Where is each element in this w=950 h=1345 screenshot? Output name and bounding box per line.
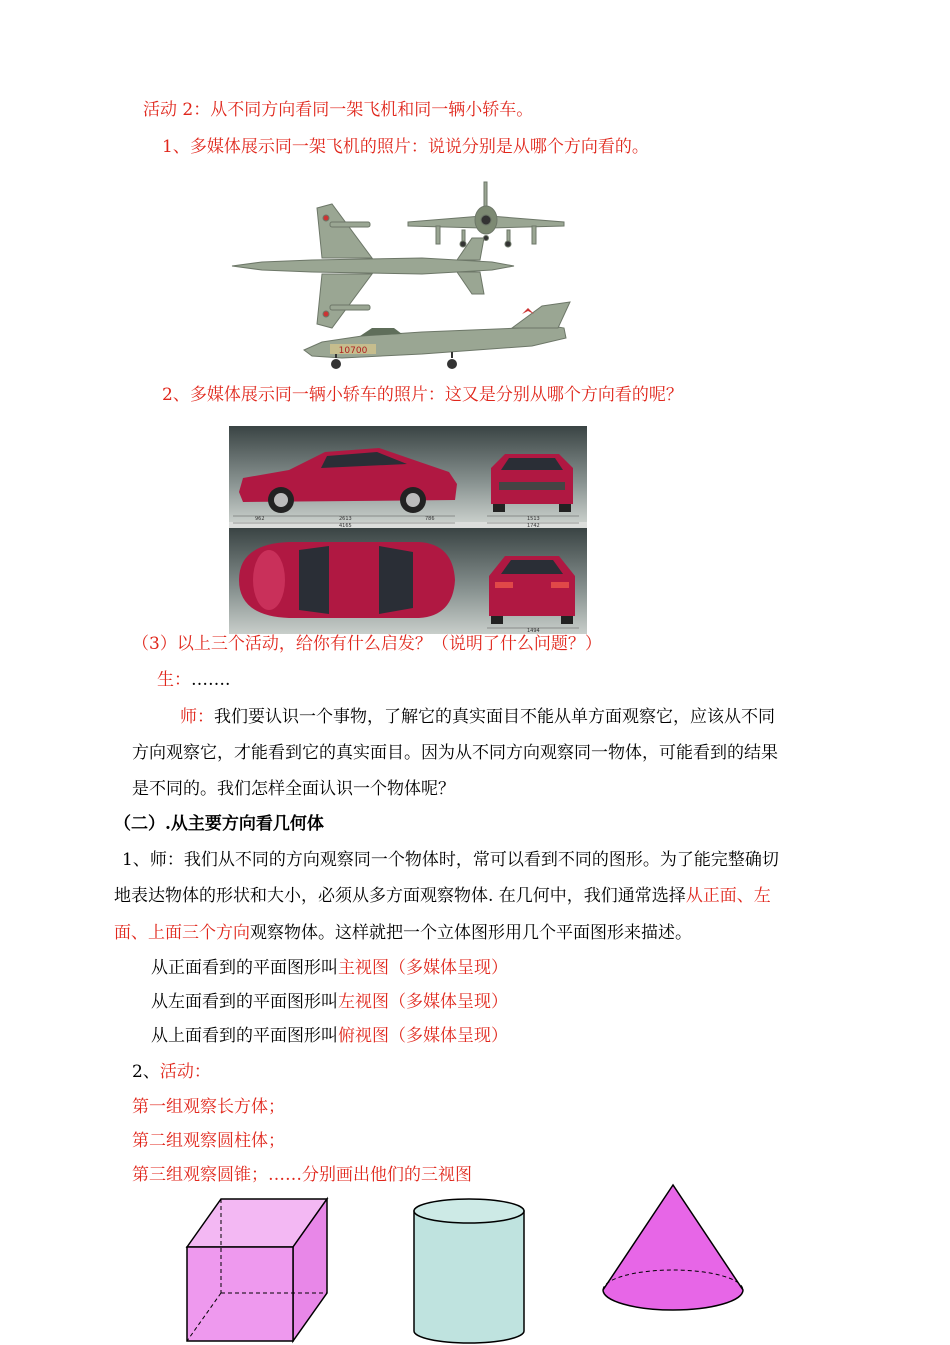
group3-b: ……分别画出他们的三视图 xyxy=(268,1165,472,1185)
car-dim-1742: 1742 xyxy=(527,523,540,529)
teacher-text-1: 我们要认识一个事物，了解它的真实面目不能从单方面观察它，应该从不同 xyxy=(214,707,775,727)
view-top-a: 从上面看到的平面图形叫 xyxy=(151,1026,338,1046)
section2-p1-line2 xyxy=(114,885,771,907)
section2-p1-line2-b: 从正面、左 xyxy=(685,886,771,906)
section2-p1-line3 xyxy=(114,922,692,944)
car-figure xyxy=(229,426,587,634)
car-dim-1494: 1494 xyxy=(527,628,540,634)
activity-num: 2、 xyxy=(132,1062,160,1082)
teacher-prefix: 师： xyxy=(180,707,214,727)
view-left-a: 从左面看到的平面图形叫 xyxy=(151,992,338,1012)
group1: 第一组观察长方体； xyxy=(132,1097,285,1117)
car-dim-1513: 1513 xyxy=(527,516,540,522)
airplane-front-view xyxy=(408,182,564,247)
view-left-line xyxy=(151,991,508,1013)
cuboid-figure xyxy=(185,1195,330,1345)
section2-p1-line3-a: 面、上面三个方向 xyxy=(114,923,250,943)
student-prefix: 生： xyxy=(157,670,191,690)
view-left-b: 左视图（多媒体呈现） xyxy=(338,992,508,1012)
view-top-line xyxy=(151,1025,508,1047)
view-front-line xyxy=(151,957,508,979)
group3-a: 第三组观察圆锥； xyxy=(132,1165,268,1185)
view-front-b: 主视图（多媒体呈现） xyxy=(338,958,508,978)
plane-tail-number: 10700 xyxy=(338,346,368,356)
section2-p1-line3-b: 观察物体。这样就把一个立体图形用几个平面图形来描述。 xyxy=(250,923,692,943)
cone-body xyxy=(603,1185,743,1310)
car-top-view xyxy=(239,542,455,618)
view-front-a: 从正面看到的平面图形叫 xyxy=(151,958,338,978)
car-front-view xyxy=(491,454,573,512)
section2-p1-line1: 1、师：我们从不同的方向观察同一个物体时，常可以看到不同的图形。为了能完整确切 xyxy=(122,850,779,870)
section2-p1-line2-a: 地表达物体的形状和大小，必须从多方面观察物体. 在几何中，我们通常选择 xyxy=(114,886,686,906)
car-dim-962: 962 xyxy=(255,516,265,522)
activity2-item2: 2、多媒体展示同一辆小轿车的照片：这又是分别从哪个方向看的呢？ xyxy=(162,385,683,405)
view-top-b: 俯视图（多媒体呈现） xyxy=(338,1026,508,1046)
airplane-figure xyxy=(222,178,582,378)
teacher-text-3: 是不同的。我们怎样全面认识一个物体呢？ xyxy=(132,779,455,799)
group3 xyxy=(132,1164,472,1186)
activity-label: 活动： xyxy=(159,1062,211,1082)
student-text: ……. xyxy=(191,670,231,690)
cylinder-body xyxy=(414,1211,524,1343)
car-dim-786: 786 xyxy=(425,516,435,522)
activity2-title: 活动 2：从不同方向看同一架飞机和同一辆小轿车。 xyxy=(143,100,534,120)
cuboid-front-face xyxy=(187,1247,293,1341)
activity-line xyxy=(132,1061,211,1083)
teacher-line-1 xyxy=(180,706,775,728)
section2-heading: （二）.从主要方向看几何体 xyxy=(114,814,324,834)
activity2-item1: 1、多媒体展示同一架飞机的照片：说说分别是从哪个方向看的。 xyxy=(162,137,649,157)
teacher-text-2: 方向观察它，才能看到它的真实面目。因为从不同方向观察同一物体，可能看到的结果 xyxy=(132,743,778,763)
car-dim-4165: 4165 xyxy=(339,523,352,529)
cylinder-figure xyxy=(410,1195,528,1344)
cylinder-top xyxy=(414,1199,524,1223)
group2: 第二组观察圆柱体； xyxy=(132,1131,285,1151)
cone-figure xyxy=(600,1182,746,1320)
student-line xyxy=(157,669,230,691)
activity2-item3: （3）以上三个活动，给你有什么启发？（说明了什么问题？） xyxy=(132,634,602,654)
car-dim-2613: 2613 xyxy=(339,516,352,522)
